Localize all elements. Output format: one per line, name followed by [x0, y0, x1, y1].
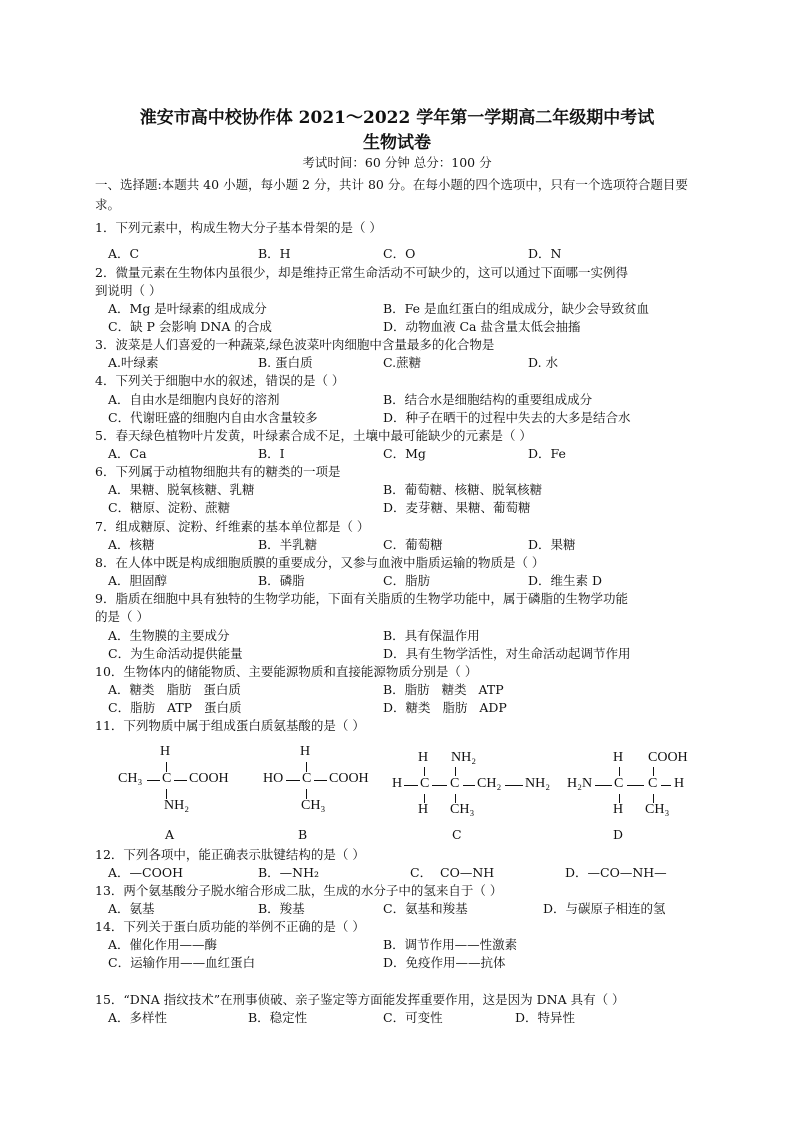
atom: C	[302, 771, 312, 786]
option: C.蔗糖	[383, 355, 422, 370]
structure-label: A	[165, 827, 175, 842]
option: C．脂肪	[383, 573, 431, 588]
structure-label: D	[613, 827, 624, 842]
option: C．糖原、淀粉、蔗糖	[108, 500, 231, 515]
atom: C	[162, 771, 172, 786]
atom: H	[418, 750, 429, 765]
atom: H₂N	[567, 776, 593, 791]
atom: H	[674, 776, 685, 791]
option: D．特异性	[515, 1010, 576, 1025]
structure-label: B	[298, 827, 308, 842]
atom: CH₂	[477, 776, 502, 791]
option: A．自由水是细胞内良好的溶剂	[108, 392, 280, 407]
question-14-stem: 14．下列关于蛋白质功能的举例不正确的是（ ）	[95, 919, 365, 934]
option: D. 水	[528, 355, 559, 370]
atom: H	[418, 802, 429, 817]
atom: H	[613, 750, 624, 765]
atom: H	[160, 744, 171, 759]
question-1-stem: 1．下列元素中，构成生物大分子基本骨架的是（ ）	[95, 220, 382, 235]
bond	[463, 785, 475, 786]
question-2-stem-cont: 到说明（ ）	[95, 283, 162, 298]
question-12-stem: 12．下列各项中，能正确表示肽键结构的是（ ）	[95, 847, 365, 862]
atom: NH₂	[525, 776, 551, 791]
question-9-stem-cont: 的是（ ）	[95, 609, 149, 624]
bond	[147, 780, 160, 781]
option: C． CO—NH	[410, 865, 495, 880]
option: A．胆固醇	[108, 573, 168, 588]
option: C．缺 P 会影响 DNA 的合成	[108, 319, 272, 334]
question-2-stem: 2．微量元素在生物体内虽很少，却是维持正常生命活动不可缺少的，这可以通过下面哪一实例得	[95, 265, 628, 280]
bond	[455, 767, 456, 776]
atom: C	[648, 776, 658, 791]
bond	[404, 785, 418, 786]
bond	[595, 785, 612, 786]
bond	[627, 785, 644, 786]
atom: HO	[263, 771, 284, 786]
option: B．Fe 是血红蛋白的组成成分，缺少会导致贫血	[383, 301, 650, 316]
atom: C	[450, 776, 460, 791]
option: C．可变性	[383, 1010, 443, 1025]
bond	[424, 767, 425, 776]
option: D．麦芽糖、果糖、葡萄糖	[383, 500, 531, 515]
option: C．O	[383, 246, 416, 261]
option: C．脂肪 ATP 蛋白质	[108, 700, 242, 715]
option: C．Mg	[383, 446, 426, 461]
question-13-stem: 13．两个氨基酸分子脱水缩合形成二肽，生成的水分子中的氢来自于（ ）	[95, 883, 503, 898]
option: A．氨基	[108, 901, 155, 916]
atom: H	[613, 802, 624, 817]
option: B．羧基	[258, 901, 305, 916]
atom: C	[614, 776, 624, 791]
option: D．与碳原子相连的氢	[543, 901, 666, 916]
option: A．催化作用——酶	[108, 937, 218, 952]
option: B．—NH₂	[258, 865, 320, 880]
question-6-stem: 6．下列属于动植物细胞共有的糖类的一项是	[95, 464, 341, 479]
option: A．C	[108, 246, 140, 261]
option: B．H	[258, 246, 291, 261]
section-instructions: 一、选择题:本题共 40 小题，每小题 2 分，共计 80 分。在每小题的四个选项中，只有一个选项符合题目要求。	[95, 177, 688, 212]
option: A．糖类 脂肪 蛋白质	[108, 682, 241, 697]
question-15-stem: 15．“DNA 指纹技术”在刑事侦破、亲子鉴定等方面能发挥重要作用，这是因为 DNA 具有（ ）	[95, 992, 625, 1007]
option: B. 蛋白质	[258, 355, 313, 370]
option: A.叶绿素	[108, 355, 159, 370]
atom: H	[392, 776, 403, 791]
option: B．调节作用——性激素	[383, 937, 518, 952]
question-7-stem: 7．组成糖原、淀粉、纤维素的基本单位都是（ ）	[95, 519, 370, 534]
bond	[619, 767, 620, 776]
bond	[174, 780, 187, 781]
atom: CH₃	[301, 798, 326, 813]
exam-title: 淮安市高中校协作体 2021～2022 学年第一学期高二年级期中考试	[139, 108, 655, 128]
bond	[286, 780, 300, 781]
option: B．具有保温作用	[383, 628, 480, 643]
option: D．种子在晒干的过程中失去的大多是结合水	[383, 410, 631, 425]
option: C．氨基和羧基	[383, 901, 468, 916]
option: D．免疫作用——抗体	[383, 955, 506, 970]
question-11-stem: 11．下列物质中属于组成蛋白质氨基酸的是（ ）	[95, 718, 365, 733]
option: A．多样性	[108, 1010, 168, 1025]
option: D．维生素 D	[528, 573, 603, 588]
option: D．N	[528, 246, 562, 261]
bond	[505, 785, 523, 786]
bond	[661, 785, 671, 786]
option: B．脂肪 糖类 ATP	[383, 682, 504, 697]
option: B．稳定性	[248, 1010, 308, 1025]
option: D．果糖	[528, 537, 576, 552]
option: A．果糖、脱氧核糖、乳糖	[108, 482, 255, 497]
option: B．葡萄糖、核糖、脱氧核糖	[383, 482, 543, 497]
option: B．半乳糖	[258, 537, 318, 552]
option: B．I	[258, 446, 285, 461]
option: A．Ca	[108, 446, 147, 461]
question-4-stem: 4．下列关于细胞中水的叙述，错误的是（ ）	[95, 373, 345, 388]
atom: H	[300, 744, 311, 759]
exam-meta: 考试时间：60 分钟 总分：100 分	[302, 155, 492, 170]
option: D．糖类 脂肪 ADP	[383, 700, 507, 715]
bond	[314, 780, 327, 781]
atom: CH₃	[450, 802, 475, 817]
atom: COOH	[189, 771, 229, 786]
atom: C	[420, 776, 430, 791]
option: D．—CO—NH—	[565, 865, 667, 880]
option: C．运输作用——血红蛋白	[108, 955, 256, 970]
structure-label: C	[452, 827, 462, 842]
bond	[432, 785, 447, 786]
exam-subtitle: 生物试卷	[363, 133, 431, 153]
bond	[653, 767, 654, 776]
atom: COOH	[648, 750, 688, 765]
option: D．具有生物学活性，对生命活动起调节作用	[383, 646, 631, 661]
option: C．葡萄糖	[383, 537, 443, 552]
question-8-stem: 8．在人体中既是构成细胞质膜的重要成分，又参与血液中脂质运输的物质是（ ）	[95, 555, 545, 570]
atom: NH₂	[164, 798, 190, 813]
question-3-stem: 3．波菜是人们喜爱的一种蔬菜,绿色波菜叶肉细胞中含量最多的化合物是	[95, 337, 495, 352]
option: A．Mg 是叶绿素的组成成分	[108, 301, 267, 316]
option: A．核糖	[108, 537, 155, 552]
option: B．结合水是细胞结构的重要组成成分	[383, 392, 593, 407]
option: B．磷脂	[258, 573, 305, 588]
question-9-stem: 9．脂质在细胞中具有独特的生物学功能，下面有关脂质的生物学功能中，属于磷脂的生物学功能	[95, 591, 628, 606]
option: A．—COOH	[108, 865, 183, 880]
question-5-stem: 5．春天绿色植物叶片发黄，叶绿素合成不足，土壤中最可能缺少的元素是（ ）	[95, 428, 532, 443]
atom: CH₃	[645, 802, 670, 817]
option: A．生物膜的主要成分	[108, 628, 230, 643]
question-10-stem: 10．生物体内的储能物质、主要能源物质和直接能源物质分别是（ ）	[95, 664, 478, 679]
option: C．为生命活动提供能量	[108, 646, 243, 661]
option: D．Fe	[528, 446, 566, 461]
option: D．动物血液 Ca 盐含量太低会抽搐	[383, 319, 581, 334]
atom: COOH	[329, 771, 369, 786]
atom: CH₃	[118, 771, 143, 786]
atom: NH₂	[451, 750, 477, 765]
option: C．代谢旺盛的细胞内自由水含量较多	[108, 410, 318, 425]
